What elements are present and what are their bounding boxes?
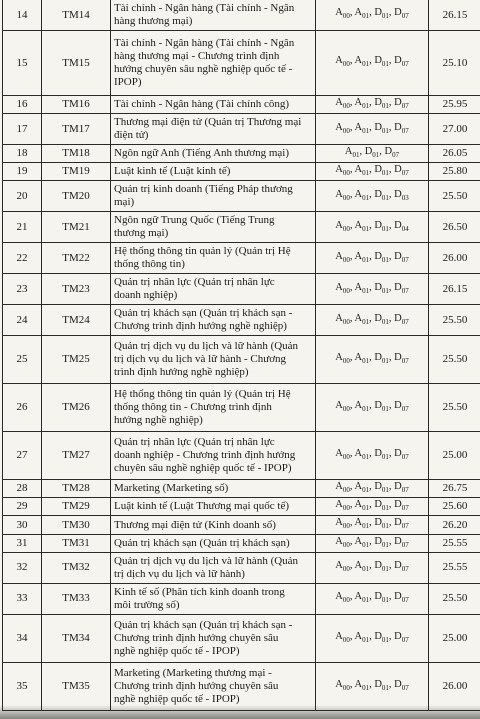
program-code: TM32: [42, 552, 111, 583]
program-code: TM21: [42, 212, 111, 243]
program-name: [111, 534, 316, 552]
admission-score: 26.00: [429, 243, 480, 274]
table-row: [3, 96, 480, 114]
row-number: 25: [3, 336, 42, 384]
subject-combination: $A_{00}$, $A_{01}$, $D_{01}$, $D_{07}$: [316, 432, 429, 480]
program-name-line: Ngôn ngữ Trung Quốc (Tiếng Trung: [114, 214, 275, 227]
subject-combination: $A_{00}$, $A_{01}$, $D_{01}$, $D_{07}$: [316, 534, 429, 552]
row-number: 22: [3, 243, 42, 274]
row-number: 28: [3, 480, 42, 498]
program-name: [111, 432, 316, 480]
subject-combination: $A_{00}$, $A_{01}$, $D_{01}$, $D_{07}$: [316, 96, 429, 114]
program-name-line: Quản trị kinh doanh (Tiếng Pháp thương: [114, 183, 293, 196]
program-name-line: Quản trị dịch vụ du lịch và lữ hành (Quản: [114, 340, 299, 353]
table-row: [3, 114, 480, 145]
table-body: [3, 0, 480, 710]
program-name-line: Hệ thống thông tin quản lý (Quản trị Hệ: [114, 388, 291, 401]
program-code: TM19: [42, 163, 111, 181]
admission-score: 26.20: [429, 516, 480, 534]
admission-score: 25.95: [429, 96, 480, 114]
program-code: TM24: [42, 305, 111, 336]
program-name: [111, 163, 316, 181]
subject-combination: $A_{00}$, $A_{01}$, $D_{01}$, $D_{07}$: [316, 305, 429, 336]
row-number: 32: [3, 552, 42, 583]
row-number: 16: [3, 96, 42, 114]
subject-combination: $A_{00}$, $A_{01}$, $D_{01}$, $D_{07}$: [316, 480, 429, 498]
program-code: TM17: [42, 114, 111, 145]
program-name-line: thống thông tin - Chương trình định: [114, 401, 272, 414]
admission-score: 25.50: [429, 384, 480, 432]
table-row: [3, 212, 480, 243]
table-row: [3, 163, 480, 181]
admission-score: 25.50: [429, 181, 480, 212]
program-name-line: Ngôn ngữ Anh (Tiếng Anh thương mại): [114, 147, 290, 160]
table-row: [3, 274, 480, 305]
admission-score-table: [2, 0, 480, 711]
admission-score: 27.00: [429, 114, 480, 145]
program-name: [111, 96, 316, 114]
program-name-line: Thương mại điện tử (Kinh doanh số): [114, 518, 276, 531]
program-name-line: Marketing (Marketing thương mại -: [114, 666, 272, 679]
program-name-line: Tài chính - Ngân hàng (Tài chính - Ngân: [114, 2, 295, 14]
subject-combination: $A_{00}$, $A_{01}$, $D_{01}$, $D_{07}$: [316, 662, 429, 710]
table-row: [3, 305, 480, 336]
table-row: [3, 614, 480, 662]
program-name: [111, 384, 316, 432]
admission-score: 26.00: [429, 662, 480, 710]
subject-combination: $A_{00}$, $A_{01}$, $D_{01}$, $D_{07}$: [316, 274, 429, 305]
program-name-line: thống thông tin): [114, 258, 185, 271]
program-name: [111, 583, 316, 614]
program-code: TM31: [42, 534, 111, 552]
program-name-line: thương mại): [114, 227, 169, 240]
admission-score: 26.75: [429, 480, 480, 498]
table-row: [3, 145, 480, 163]
program-name-line: Quản trị nhân lực (Quản trị nhân lực: [114, 276, 275, 289]
program-name: [111, 243, 316, 274]
subject-combination: $A_{00}$, $A_{01}$, $D_{01}$, $D_{07}$: [316, 31, 429, 96]
program-code: TM14: [42, 0, 111, 31]
row-number: 33: [3, 583, 42, 614]
row-number: 24: [3, 305, 42, 336]
admission-score: 26.05: [429, 145, 480, 163]
program-name-line: Quản trị khách sạn (Quản trị khách sạn): [114, 536, 290, 549]
program-name-line: môi trường số): [114, 598, 180, 611]
row-number: 18: [3, 145, 42, 163]
program-name-line: trình định hướng nghề nghiệp): [114, 366, 249, 379]
program-name: [111, 614, 316, 662]
program-code: TM15: [42, 31, 111, 96]
subject-combination: $A_{00}$, $A_{01}$, $D_{01}$, $D_{07}$: [316, 552, 429, 583]
program-name: [111, 305, 316, 336]
subject-combination: $A_{00}$, $A_{01}$, $D_{01}$, $D_{07}$: [316, 498, 429, 516]
table-row: [3, 583, 480, 614]
row-number: 35: [3, 662, 42, 710]
table-row: [3, 432, 480, 480]
program-name-line: Quản trị khách sạn (Quản trị khách sạn -: [114, 307, 293, 320]
admission-score: 25.50: [429, 336, 480, 384]
program-name-line: Quản trị khách sạn (Quản trị khách sạn -: [114, 618, 293, 631]
program-code: TM28: [42, 480, 111, 498]
program-name-line: hướng chuyên sâu nghề nghiệp quốc tế -: [114, 63, 293, 75]
program-name: [111, 274, 316, 305]
row-number: 21: [3, 212, 42, 243]
program-name-line: doanh nghiệp): [114, 289, 178, 302]
admission-score: 25.50: [429, 583, 480, 614]
program-name: [111, 662, 316, 710]
admission-score: 25.55: [429, 534, 480, 552]
row-number: 19: [3, 163, 42, 181]
program-code: TM18: [42, 145, 111, 163]
program-name-line: hàng thương mại): [114, 15, 193, 27]
program-name-line: IPOP): [114, 76, 142, 88]
program-code: TM34: [42, 614, 111, 662]
table-row: [3, 0, 480, 31]
subject-combination: $A_{00}$, $A_{01}$, $D_{01}$, $D_{07}$: [316, 384, 429, 432]
table-row: [3, 336, 480, 384]
program-name-line: Chương trình định hướng nghề nghiệp): [114, 320, 287, 333]
admission-score: 25.10: [429, 31, 480, 96]
bottom-shadow: [0, 705, 480, 719]
program-name-line: nghề nghiệp quốc tế - IPOP): [114, 692, 240, 705]
subject-combination: $A_{00}$, $A_{01}$, $D_{01}$, $D_{07}$: [316, 614, 429, 662]
admission-score: 25.60: [429, 498, 480, 516]
program-name-line: nghề nghiệp quốc tế - IPOP): [114, 644, 240, 657]
table-row: [3, 181, 480, 212]
program-name: [111, 336, 316, 384]
subject-combination: $A_{00}$, $A_{01}$, $D_{01}$, $D_{07}$: [316, 243, 429, 274]
row-number: 23: [3, 274, 42, 305]
subject-combination: $A_{00}$, $A_{01}$, $D_{01}$, $D_{04}$: [316, 212, 429, 243]
program-code: TM16: [42, 96, 111, 114]
table-row: [3, 662, 480, 710]
program-code: TM26: [42, 384, 111, 432]
program-code: TM27: [42, 432, 111, 480]
admission-score: 26.50: [429, 212, 480, 243]
row-number: 34: [3, 614, 42, 662]
program-name-line: mại): [114, 196, 135, 209]
program-code: TM20: [42, 181, 111, 212]
program-code: TM30: [42, 516, 111, 534]
program-code: TM29: [42, 498, 111, 516]
row-number: 29: [3, 498, 42, 516]
subject-combination: $A_{00}$, $A_{01}$, $D_{01}$, $D_{07}$: [316, 0, 429, 31]
program-name-line: hàng thương mại - Chương trình định: [114, 50, 280, 62]
row-number: 26: [3, 384, 42, 432]
program-name-line: điện tử): [114, 129, 149, 142]
row-number: 27: [3, 432, 42, 480]
row-number: 17: [3, 114, 42, 145]
program-code: TM23: [42, 274, 111, 305]
subject-combination: $A_{00}$, $A_{01}$, $D_{01}$, $D_{07}$: [316, 336, 429, 384]
program-name-line: Luật kinh tế (Luật kinh tế): [114, 165, 231, 178]
program-name-line: doanh nghiệp - Chương trình định hướng: [114, 449, 296, 462]
admission-score: 25.80: [429, 163, 480, 181]
program-name-line: Quản trị nhân lực (Quản trị nhân lực: [114, 436, 275, 449]
program-name-line: Chương trình định hướng chuyên sâu: [114, 679, 279, 692]
admission-score: 26.15: [429, 274, 480, 305]
program-name: [111, 0, 316, 31]
row-number: 14: [3, 0, 42, 31]
table-row: [3, 480, 480, 498]
subject-combination: $A_{00}$, $A_{01}$, $D_{01}$, $D_{07}$: [316, 114, 429, 145]
program-name-line: Kinh tế số (Phân tích kinh doanh trong: [114, 585, 285, 598]
admission-score: 25.00: [429, 614, 480, 662]
admission-score: 25.55: [429, 552, 480, 583]
subject-combination: $A_{00}$, $A_{01}$, $D_{01}$, $D_{07}$: [316, 583, 429, 614]
program-name-line: Marketing (Marketing số): [114, 482, 229, 495]
program-name: [111, 516, 316, 534]
admission-score: 26.15: [429, 0, 480, 31]
table-row: [3, 384, 480, 432]
subject-combination: $A_{00}$, $A_{01}$, $D_{01}$, $D_{03}$: [316, 181, 429, 212]
program-name-line: Luật kinh tế (Luật Thương mại quốc tế): [114, 500, 290, 513]
subject-combination: $A_{00}$, $A_{01}$, $D_{01}$, $D_{07}$: [316, 516, 429, 534]
program-name: [111, 480, 316, 498]
table-row: [3, 31, 480, 96]
program-name: [111, 31, 316, 96]
admission-score: 25.00: [429, 432, 480, 480]
program-code: TM22: [42, 243, 111, 274]
program-name-line: hướng nghề nghiệp): [114, 414, 203, 427]
program-name-line: trị dịch vụ du lịch và lữ hành): [114, 567, 245, 580]
table-row: [3, 243, 480, 274]
program-code: TM25: [42, 336, 111, 384]
row-number: 30: [3, 516, 42, 534]
program-name: [111, 552, 316, 583]
row-number: 20: [3, 181, 42, 212]
row-number: 15: [3, 31, 42, 96]
program-name-line: chuyên sâu nghề nghiệp quốc tế - IPOP): [114, 462, 292, 475]
admission-score: 25.50: [429, 305, 480, 336]
program-name-line: Tài chính - Ngân hàng (Tài chính công): [114, 98, 290, 111]
program-name-line: trị dịch vụ du lịch và lữ hành - Chương: [114, 353, 287, 366]
row-number: 31: [3, 534, 42, 552]
program-name-line: Chương trình định hướng chuyên sâu: [114, 631, 279, 644]
table-row: [3, 534, 480, 552]
subject-combination: $A_{01}$, $D_{01}$, $D_{07}$: [316, 145, 429, 163]
program-name: [111, 114, 316, 145]
table-row: [3, 552, 480, 583]
program-name: [111, 498, 316, 516]
program-name-line: Thương mại điện tử (Quản trị Thương mại: [114, 116, 302, 129]
program-code: TM33: [42, 583, 111, 614]
table-row: [3, 498, 480, 516]
program-name: [111, 145, 316, 163]
program-name: [111, 181, 316, 212]
table-row: [3, 516, 480, 534]
program-name-line: Quản trị dịch vụ du lịch và lữ hành (Quản: [114, 554, 299, 567]
program-code: TM35: [42, 662, 111, 710]
program-name-line: Tài chính - Ngân hàng (Tài chính - Ngân: [114, 37, 295, 49]
program-name: [111, 212, 316, 243]
program-name-line: Hệ thống thông tin quản lý (Quản trị Hệ: [114, 245, 291, 258]
subject-combination: $A_{00}$, $A_{01}$, $D_{01}$, $D_{07}$: [316, 163, 429, 181]
